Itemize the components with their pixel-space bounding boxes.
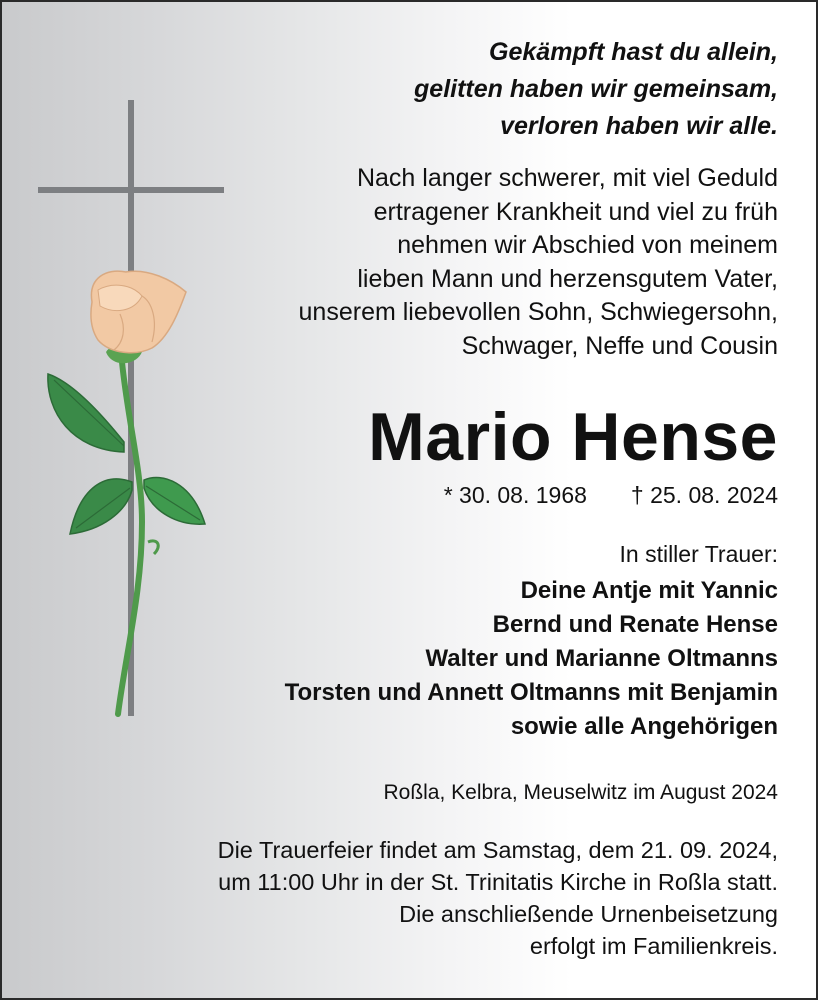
intro-line: ertragener Krankheit und viel zu früh bbox=[373, 197, 778, 226]
service-line: erfolgt im Familienkreis. bbox=[529, 933, 778, 959]
service-line: um 11:00 Uhr in der St. Trinitatis Kirche in Roßla statt. bbox=[218, 869, 778, 895]
intro-line: Nach langer schwerer, mit viel Geduld bbox=[356, 164, 778, 192]
intro-line: lieben Mann und herzensgutem Vater, bbox=[357, 264, 778, 293]
deceased-name: Mario Hense bbox=[368, 399, 778, 475]
death-date: † 25. 08. 2024 bbox=[630, 482, 778, 508]
motto-line: gelitten haben wir gemeinsam, bbox=[414, 75, 778, 103]
family-line: Bernd und Renate Hense bbox=[492, 611, 778, 638]
intro-line: Schwager, Neffe und Cousin bbox=[461, 331, 778, 360]
service-line: Die anschließende Urnenbeisetzung bbox=[399, 901, 778, 927]
service-line: Die Trauerfeier findet am Samstag, dem 21. 09. 2024, bbox=[217, 837, 778, 863]
intro-text bbox=[299, 162, 778, 363]
decor-illustration bbox=[2, 2, 262, 762]
intro-line: nehmen wir Abschied von meinem bbox=[397, 231, 778, 259]
rose-icon bbox=[48, 271, 205, 714]
motto-line: Gekämpft hast du allein, bbox=[489, 38, 778, 66]
mourning-label: In stiller Trauer: bbox=[619, 541, 778, 567]
motto-verse bbox=[414, 34, 778, 145]
family-line: sowie alle Angehörigen bbox=[510, 713, 778, 740]
birth-date: * 30. 08. 1968 bbox=[443, 482, 587, 508]
family-line: Torsten und Annett Oltmanns mit Benjamin bbox=[284, 679, 778, 706]
family-line: Deine Antje mit Yannic bbox=[520, 577, 778, 604]
service-info bbox=[218, 834, 778, 962]
family-list bbox=[285, 574, 778, 744]
family-line: Walter und Marianne Oltmanns bbox=[425, 645, 778, 672]
life-dates bbox=[444, 480, 778, 510]
intro-line: unserem liebevollen Sohn, Schwiegersohn, bbox=[298, 298, 778, 326]
motto-line: verloren haben wir alle. bbox=[500, 112, 778, 140]
place-date: Roßla, Kelbra, Meuselwitz im August 2024 bbox=[383, 781, 778, 804]
